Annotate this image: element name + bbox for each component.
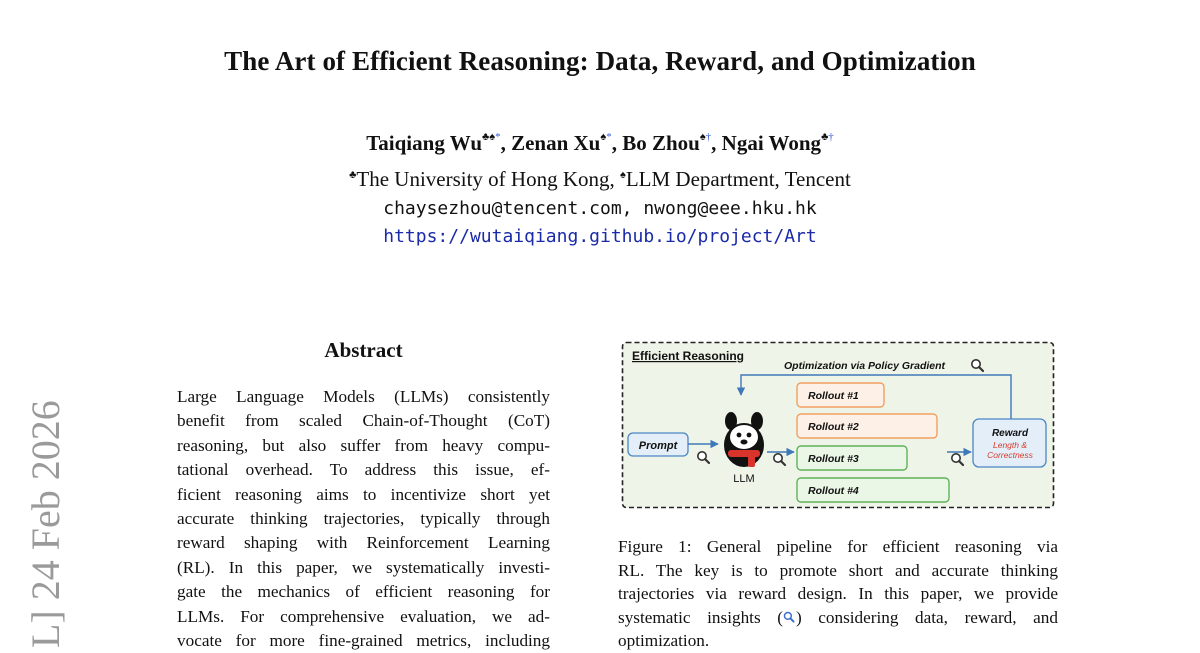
llm-label: LLM (733, 473, 755, 485)
abstract-body (177, 385, 550, 653)
caption-line: Figure 1: General pipeline for efficient reasoning via (618, 537, 1058, 556)
arxiv-stamp (22, 380, 72, 648)
author-note: † (705, 131, 712, 143)
author-list: Taiqiang Wu♣♠*, Zenan Xu♠*, Bo Zhou♠†, Ngai Wong♣† (366, 131, 834, 155)
affiliation-name: LLM Department, Tencent (625, 167, 851, 191)
rollout-2-label: Rollout #2 (808, 421, 859, 433)
abstract-heading: Abstract (324, 338, 403, 362)
rollout-3-label: Rollout #3 (808, 453, 859, 465)
author-marks: ♣ (821, 131, 829, 143)
caption-line (618, 606, 1058, 630)
paper-title: The Art of Efficient Reasoning: Data, Reward, and Optimization (224, 46, 976, 76)
author-note: * (495, 131, 501, 143)
author-name: Zenan Xu (511, 131, 601, 155)
project-link[interactable]: https://wutaiqiang.github.io/project/Art (383, 226, 817, 247)
affiliation-name: The University of Hong Kong, (356, 167, 615, 191)
rollout-1-label: Rollout #1 (808, 390, 859, 402)
author-marks: ♠ (699, 131, 706, 143)
pipeline-figure (621, 341, 1055, 509)
affiliations (0, 167, 1200, 192)
caption-line: RL. The key is to promote short and accurate thinking (618, 560, 1058, 580)
figure-caption (618, 535, 1058, 653)
abstract-line: Large Language Models (LLMs) consistently (177, 387, 550, 406)
author-emails: chaysezhou@tencent.com, nwong@eee.hku.hk (383, 198, 817, 219)
affiliation-mark: ♣ (349, 169, 357, 181)
abstract-line: LLMs. For comprehensive evaluation, we ad- (177, 606, 550, 626)
abstract-line: accurate thinking trajectories, typically through (177, 508, 550, 528)
optimization-label: Optimization via Policy Gradient (784, 360, 946, 372)
abstract-line: benefit from scaled Chain-of-Thought (CoT) (177, 411, 550, 431)
caption-line: trajectories via reward design. In this paper, we provide (618, 584, 1058, 603)
reward-title: Reward (991, 428, 1029, 439)
abstract-line: (RL). In this paper, we systematically investi- (177, 557, 550, 577)
abstract-line: ficient reasoning aims to incentivize short yet (177, 484, 550, 504)
prompt-label: Prompt (638, 440, 678, 452)
caption-line: optimization. (618, 631, 710, 650)
figure-box-title: Efficient Reasoning (632, 349, 745, 363)
author-note: † (828, 131, 834, 143)
caption-line-4-start: systematic insights ( (618, 607, 783, 627)
author-name: Taiqiang Wu (366, 131, 482, 155)
author-name: Bo Zhou (622, 131, 700, 155)
caption-line-4-end: ) considering data, reward, and (795, 607, 1058, 627)
abstract-line: tational overhead. To address this issue, ef- (177, 460, 550, 480)
abstract-line: gate the mechanics of efficient reasoning for (177, 582, 550, 602)
abstract-line: vocate for more fine-grained metrics, including (177, 630, 550, 650)
abstract-line: reward shaping with Reinforcement Learning (177, 533, 550, 553)
search-icon (783, 611, 796, 624)
author-note: * (606, 131, 612, 143)
abstract-line: reasoning, but also suffer from heavy compu- (177, 435, 550, 455)
reward-subtitle-1: Length & (992, 440, 1028, 450)
reward-subtitle-2: Correctness (987, 450, 1033, 460)
author-marks: ♣♠ (482, 131, 496, 143)
affiliation-mark: ♠ (620, 169, 626, 181)
author-marks: ♠ (600, 131, 607, 143)
arxiv-stamp-text: L] 24 Feb 2026 (23, 400, 68, 648)
author-name: Ngai Wong (721, 131, 822, 155)
rollout-4-label: Rollout #4 (808, 485, 859, 497)
